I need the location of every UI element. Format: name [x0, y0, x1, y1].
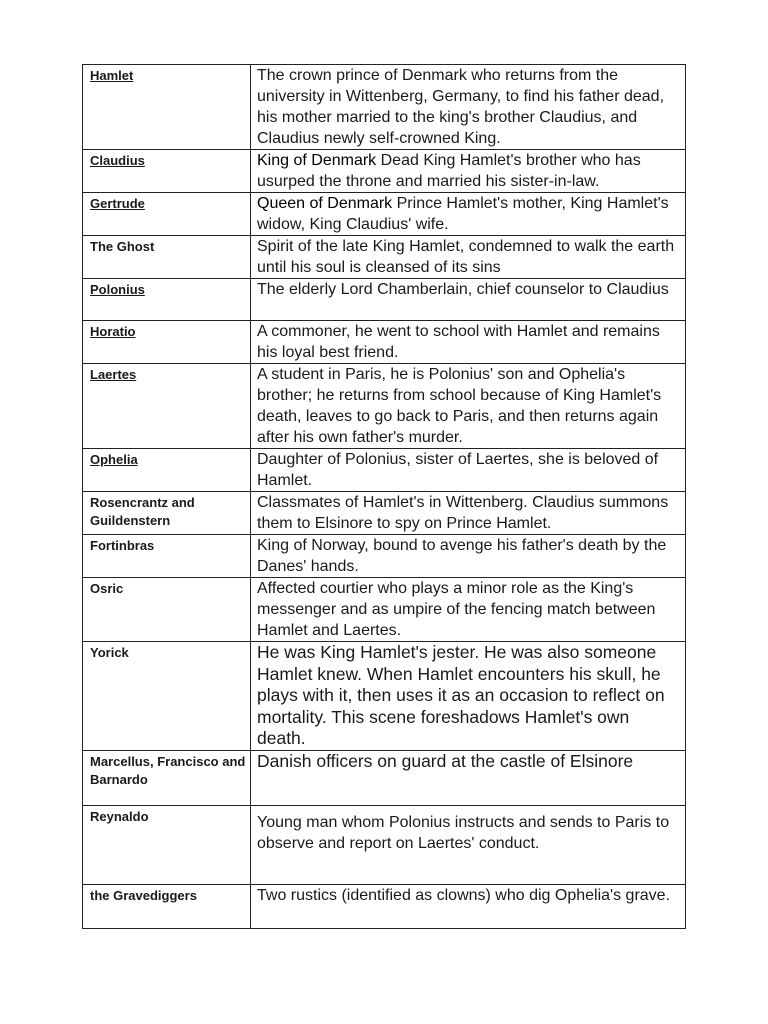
character-title: King of Denmark: [257, 152, 377, 169]
character-name: [83, 65, 251, 150]
table-row: [83, 885, 686, 929]
character-name: Osric: [83, 578, 251, 642]
table-row: [83, 578, 686, 642]
table-row: [83, 806, 686, 885]
character-description-text: Dead King Hamlet's brother who has usurped the throne and married his sister-in-law.: [257, 152, 641, 190]
character-name: [83, 321, 251, 364]
character-name-text: Claudius: [90, 153, 145, 168]
table-row: [83, 236, 686, 279]
character-description: [251, 193, 686, 236]
character-name: [83, 449, 251, 492]
character-description: [251, 150, 686, 193]
table-row: [83, 65, 686, 150]
character-description: Danish officers on guard at the castle of Elsinore: [251, 751, 686, 806]
character-description: Classmates of Hamlet's in Wittenberg. Claudius summons them to Elsinore to spy on Prince Hamlet.: [251, 492, 686, 535]
character-title: Queen of Denmark: [257, 195, 393, 212]
character-name: Reynaldo: [83, 806, 251, 885]
character-description: A student in Paris, he is Polonius' son and Ophelia's brother; he returns from school because of King Hamlet's death, leaves to go back to Paris, and then returns again after his own father's murder.: [251, 364, 686, 449]
table-row: [83, 492, 686, 535]
table-row: [83, 150, 686, 193]
table-row: [83, 364, 686, 449]
character-name: [83, 193, 251, 236]
character-name: Yorick: [83, 642, 251, 751]
character-description: The elderly Lord Chamberlain, chief counselor to Claudius: [251, 279, 686, 321]
table-row: [83, 279, 686, 321]
character-table: [82, 64, 686, 929]
character-description-text: Prince Hamlet's mother, King Hamlet's widow, King Claudius' wife.: [257, 195, 669, 233]
character-name-text: Ophelia: [90, 452, 138, 467]
character-description: He was King Hamlet's jester. He was also someone Hamlet knew. When Hamlet encounters his skull, he plays with it, then uses it as an occasion to reflect on mortality. This scene foreshadows Hamlet's own death.: [251, 642, 686, 751]
character-name: the Gravediggers: [83, 885, 251, 929]
table-row: [83, 193, 686, 236]
character-description: A commoner, he went to school with Hamlet and remains his loyal best friend.: [251, 321, 686, 364]
table-row: [83, 642, 686, 751]
character-name-text: Gertrude: [90, 196, 145, 211]
character-name-text: Hamlet: [90, 68, 134, 83]
character-name: Fortinbras: [83, 535, 251, 578]
character-name: Marcellus, Francisco and Barnardo: [83, 751, 251, 806]
character-name-text: Horatio: [90, 324, 136, 339]
character-description: Daughter of Polonius, sister of Laertes, she is beloved of Hamlet.: [251, 449, 686, 492]
table-row: [83, 751, 686, 806]
table-row: [83, 449, 686, 492]
character-name-text: Polonius: [90, 282, 145, 297]
table-row: [83, 535, 686, 578]
character-name: [83, 150, 251, 193]
character-description: The crown prince of Denmark who returns from the university in Wittenberg, Germany, to find his father dead, his mother married to the king's brother Claudius, and Claudius newly self-crowned King.: [251, 65, 686, 150]
character-name: [83, 279, 251, 321]
character-description: Young man whom Polonius instructs and sends to Paris to observe and report on Laertes' conduct.: [251, 806, 686, 885]
character-description: Spirit of the late King Hamlet, condemned to walk the earth until his soul is cleansed of its sins: [251, 236, 686, 279]
character-description: Two rustics (identified as clowns) who dig Ophelia's grave.: [251, 885, 686, 929]
character-description: King of Norway, bound to avenge his father's death by the Danes' hands.: [251, 535, 686, 578]
character-name: Rosencrantz and Guildenstern: [83, 492, 251, 535]
table-row: [83, 321, 686, 364]
character-name: The Ghost: [83, 236, 251, 279]
character-name-text: Laertes: [90, 367, 137, 382]
character-name: [83, 364, 251, 449]
character-description: Affected courtier who plays a minor role as the King's messenger and as umpire of the fencing match between Hamlet and Laertes.: [251, 578, 686, 642]
